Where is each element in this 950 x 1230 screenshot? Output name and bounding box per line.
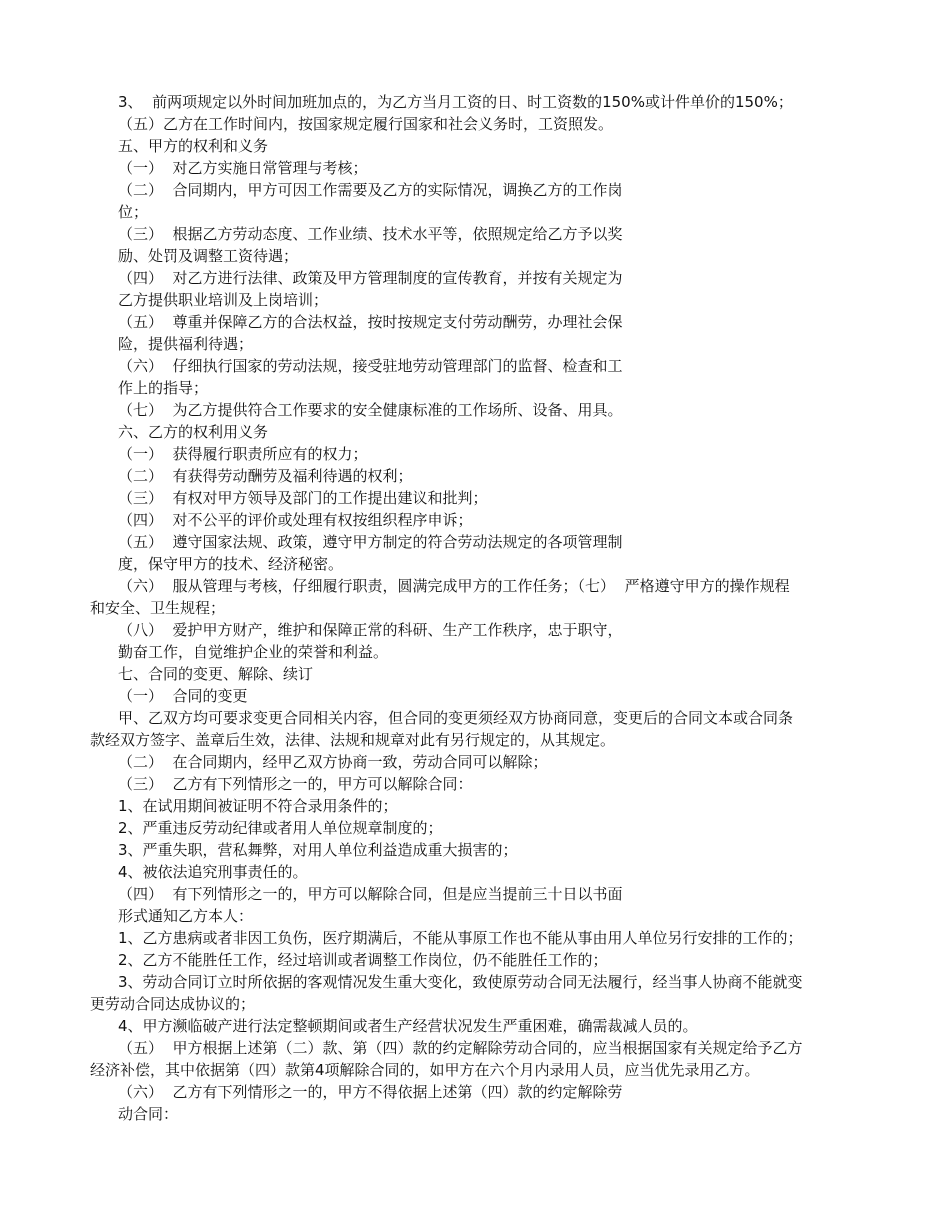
text-line: （三） 有权对甲方领导及部门的工作提出建议和批判； <box>118 489 488 507</box>
text-line: 甲、乙双方均可要求变更合同相关内容，但合同的变更须经双方协商同意，变更后的合同文本或合同条 <box>118 709 794 727</box>
text-line: 3、严重失职，营私舞弊，对用人单位利益造成重大损害的； <box>118 841 518 859</box>
text-line: 3、劳动合同订立时所依据的客观情况发生重大变化，致使原劳动合同无法履行，经当事人协商不能就变 <box>118 973 803 991</box>
text-line: （一） 获得履行职责所应有的权力； <box>118 445 368 463</box>
text-line: （三） 乙方有下列情形之一的，甲方可以解除合同： <box>118 775 473 793</box>
text-line: 乙方提供职业培训及上岗培训； <box>118 291 329 309</box>
text-line: 2、严重违反劳动纪律或者用人单位规章制度的； <box>118 819 443 837</box>
text-line: （二） 有获得劳动酬劳及福利待遇的权利； <box>118 467 413 485</box>
text-line: （五）乙方在工作时间内，按国家规定履行国家和社会义务时，工资照发。 <box>118 115 614 133</box>
text-line: （四） 对不公平的评价或处理有权按组织程序申诉； <box>118 511 473 529</box>
text-line: 励、处罚及调整工资待遇； <box>118 247 299 265</box>
text-line: 更劳动合同达成协议的； <box>90 995 256 1013</box>
text-line: 3、 前两项规定以外时间加班加点的，为乙方当月工资的日、时工资数的150%或计件单价的150%； <box>118 93 793 111</box>
text-line: （一） 对乙方实施日常管理与考核； <box>118 159 368 177</box>
text-line: 形式通知乙方本人： <box>118 907 254 925</box>
text-line: 1、在试用期间被证明不符合录用条件的； <box>118 797 398 815</box>
section-heading: 五、甲方的权利和义务 <box>118 137 269 155</box>
text-line: （二） 合同期内，甲方可因工作需要及乙方的实际情况，调换乙方的工作岗 <box>118 181 623 199</box>
text-line: （五） 遵守国家法规、政策，遵守甲方制定的符合劳动法规定的各项管理制 <box>118 533 623 551</box>
text-line: （四） 有下列情形之一的，甲方可以解除合同，但是应当提前三十日以书面 <box>118 885 623 903</box>
text-line: 位； <box>118 203 149 221</box>
text-line: （六） 仔细执行国家的劳动法规，接受驻地劳动管理部门的监督、检查和工 <box>118 357 623 375</box>
text-line: 勤奋工作，自觉维护企业的荣誉和利益。 <box>118 643 389 661</box>
text-line: （二） 在合同期内，经甲乙双方协商一致，劳动合同可以解除； <box>118 753 548 771</box>
text-line: （三） 根据乙方劳动态度、工作业绩、技术水平等，依照规定给乙方予以奖 <box>118 225 623 243</box>
text-line: 2、乙方不能胜任工作，经过培训或者调整工作岗位，仍不能胜任工作的； <box>118 951 608 969</box>
text-line: （七） 为乙方提供符合工作要求的安全健康标准的工作场所、设备、用具。 <box>118 401 623 419</box>
text-line: （一） 合同的变更 <box>118 687 248 705</box>
text-line: 动合同： <box>118 1105 179 1123</box>
text-line: 4、甲方濒临破产进行法定整顿期间或者生产经营状况发生严重困难，确需裁减人员的。 <box>118 1017 698 1035</box>
text-line: 作上的指导； <box>118 379 209 397</box>
text-line: （五） 甲方根据上述第（二）款、第（四）款的约定解除劳动合同的，应当根据国家有关规定给予乙方 <box>118 1039 803 1057</box>
text-line: 和安全、卫生规程； <box>90 599 226 617</box>
text-line: （六） 乙方有下列情形之一的，甲方不得依据上述第（四）款的约定解除劳 <box>118 1083 623 1101</box>
text-line: （八） 爱护甲方财产，维护和保障正常的科研、生产工作秩序，忠于职守， <box>118 621 623 639</box>
text-line: 1、乙方患病或者非因工负伤，医疗期满后，不能从事原工作也不能从事由用人单位另行安排的工作的； <box>118 929 803 947</box>
text-line: 经济补偿，其中依据第（四）款第4项解除合同的，如甲方在六个月内录用人员，应当优先录用乙方。 <box>90 1061 760 1079</box>
text-line: 险，提供福利待遇； <box>118 335 254 353</box>
text-line: 4、被依法追究刑事责任的。 <box>118 863 308 881</box>
text-line: （五） 尊重并保障乙方的合法权益，按时按规定支付劳动酬劳，办理社会保 <box>118 313 623 331</box>
text-line: （六） 服从管理与考核，仔细履行职责，圆满完成甲方的工作任务；（七） 严格遵守甲方的操作规程 <box>118 577 790 595</box>
text-line: （四） 对乙方进行法律、政策及甲方管理制度的宣传教育，并按有关规定为 <box>118 269 623 287</box>
section-heading: 六、乙方的权利用义务 <box>118 423 269 441</box>
text-line: 款经双方签字、盖章后生效，法律、法规和规章对此有另行规定的，从其规定。 <box>90 731 616 749</box>
text-line: 度，保守甲方的技术、经济秘密。 <box>118 555 344 573</box>
section-heading: 七、合同的变更、解除、续订 <box>118 665 314 683</box>
